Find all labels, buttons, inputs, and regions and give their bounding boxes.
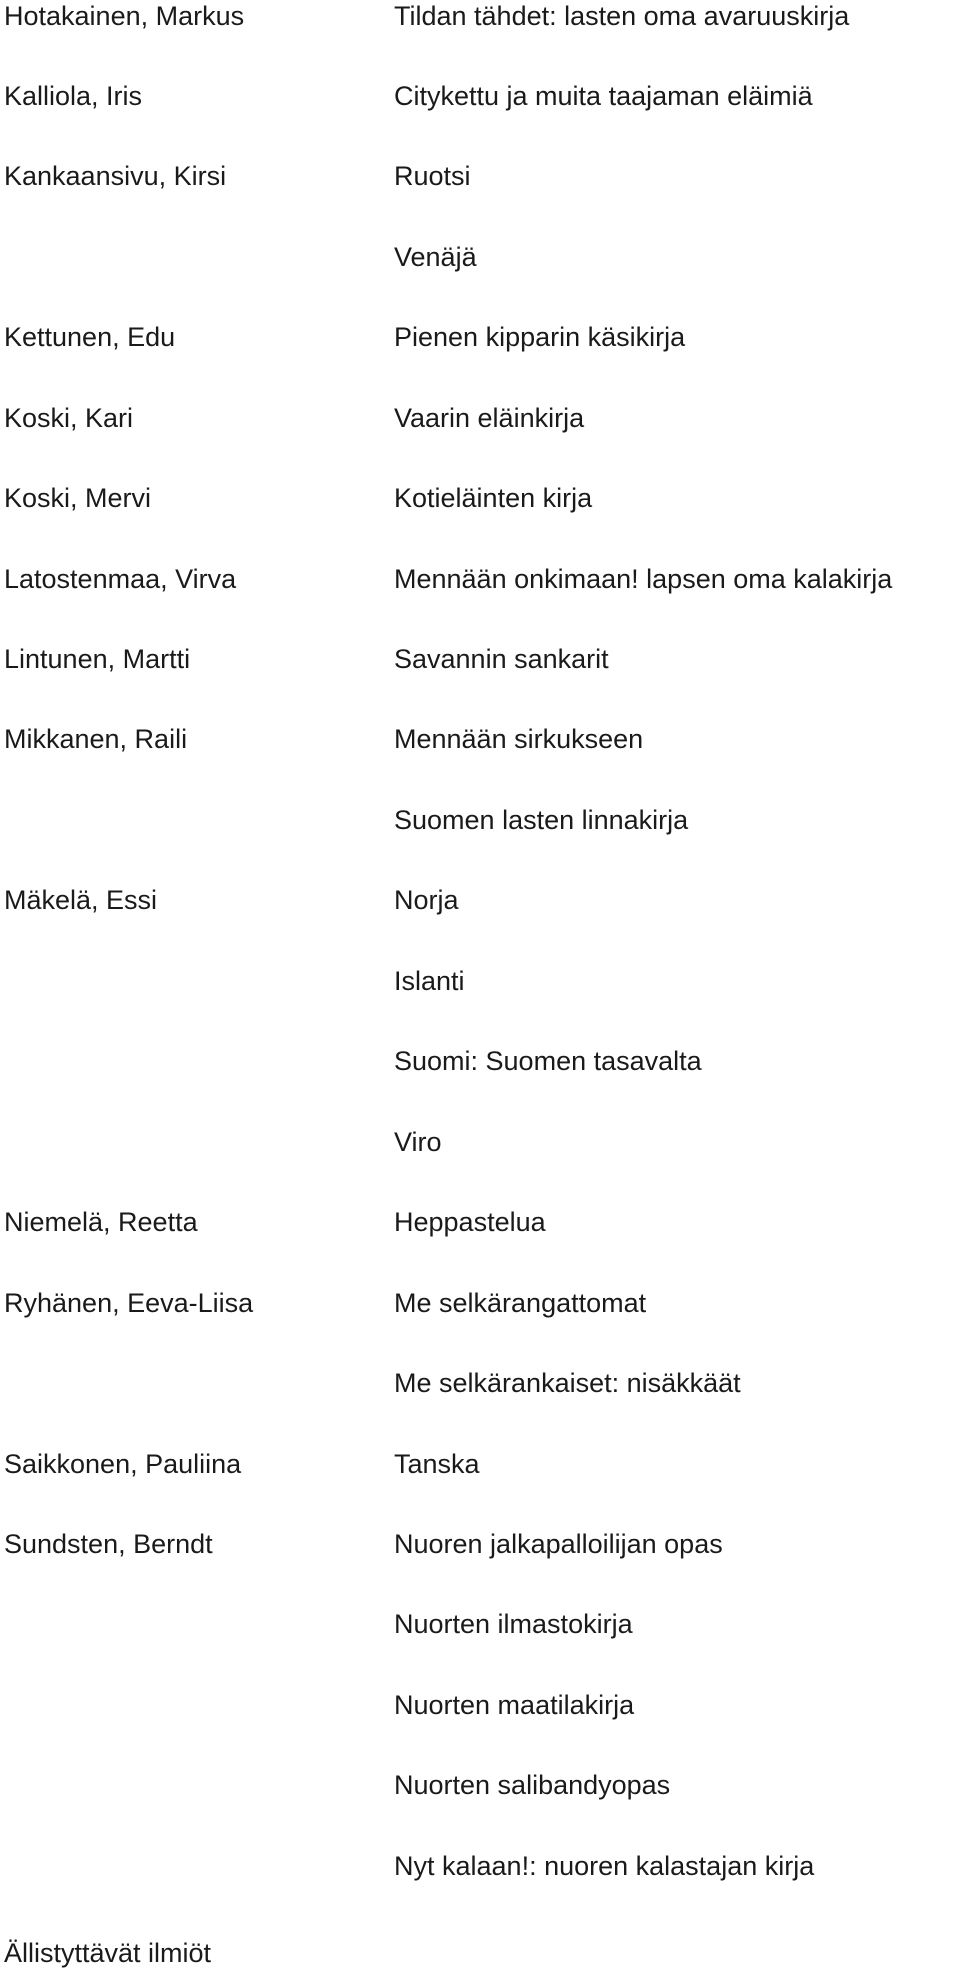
book-title: Heppastelua bbox=[394, 1207, 546, 1237]
author-name: Kettunen, Edu bbox=[4, 322, 176, 352]
book-title: Me selkärangattomat bbox=[394, 1288, 647, 1318]
book-title: Vaarin eläinkirja bbox=[394, 403, 585, 433]
author-name: Mikkanen, Raili bbox=[4, 724, 188, 754]
author-name: Koski, Mervi bbox=[4, 483, 152, 513]
list-row bbox=[0, 307, 960, 367]
list-row bbox=[0, 629, 960, 689]
book-title: Kotieläinten kirja bbox=[394, 483, 593, 513]
list-row bbox=[0, 1836, 960, 1896]
author-name: Lintunen, Martti bbox=[4, 644, 191, 674]
author-name: Sundsten, Berndt bbox=[4, 1529, 213, 1559]
book-title: Viro bbox=[394, 1127, 442, 1157]
list-row bbox=[0, 1031, 960, 1091]
author-name: Niemelä, Reetta bbox=[4, 1207, 198, 1237]
book-title: Me selkärankaiset: nisäkkäät bbox=[394, 1368, 741, 1398]
list-row bbox=[0, 1353, 960, 1413]
book-title: Norja bbox=[394, 885, 459, 915]
book-title: Islanti bbox=[394, 966, 465, 996]
book-title: Tanska bbox=[394, 1449, 480, 1479]
list-row bbox=[0, 468, 960, 528]
list-row bbox=[0, 1192, 960, 1252]
author-name: Saikkonen, Pauliina bbox=[4, 1449, 242, 1479]
author-name: Kalliola, Iris bbox=[4, 81, 143, 111]
author-name: Hotakainen, Markus bbox=[4, 1, 245, 31]
list-row bbox=[0, 951, 960, 1011]
book-title: Pienen kipparin käsikirja bbox=[394, 322, 686, 352]
list-row bbox=[0, 1755, 960, 1815]
book-title: Mennään sirkukseen bbox=[394, 724, 644, 754]
book-title: Suomen lasten linnakirja bbox=[394, 805, 689, 835]
book-title: Nuorten salibandyopas bbox=[394, 1770, 671, 1800]
book-title: Savannin sankarit bbox=[394, 644, 609, 674]
list-row bbox=[0, 0, 960, 46]
list-row bbox=[0, 1273, 960, 1333]
book-title: Nuorten maatilakirja bbox=[394, 1690, 635, 1720]
book-title: Nyt kalaan!: nuoren kalastajan kirja bbox=[394, 1851, 815, 1881]
section-heading: Ällistyttävät ilmiöt bbox=[4, 1938, 212, 1968]
book-title: Venäjä bbox=[394, 242, 477, 272]
author-name: Koski, Kari bbox=[4, 403, 134, 433]
list-row bbox=[0, 1112, 960, 1172]
book-title: Ruotsi bbox=[394, 161, 471, 191]
list-row bbox=[0, 227, 960, 287]
list-row bbox=[0, 1675, 960, 1735]
list-row bbox=[0, 1434, 960, 1494]
book-title: Mennään onkimaan! lapsen oma kalakirja bbox=[394, 564, 893, 594]
list-row bbox=[0, 146, 960, 206]
author-name: Mäkelä, Essi bbox=[4, 885, 158, 915]
book-title: Tildan tähdet: lasten oma avaruuskirja bbox=[394, 1, 850, 31]
list-row bbox=[0, 549, 960, 609]
book-title: Nuoren jalkapalloilijan opas bbox=[394, 1529, 723, 1559]
list-row bbox=[0, 870, 960, 930]
book-title: Citykettu ja muita taajaman eläimiä bbox=[394, 81, 813, 111]
book-title: Suomi: Suomen tasavalta bbox=[394, 1046, 702, 1076]
list-row bbox=[0, 709, 960, 769]
list-row bbox=[0, 1514, 960, 1574]
list-row bbox=[0, 790, 960, 850]
list-row bbox=[0, 388, 960, 448]
list-row bbox=[0, 66, 960, 126]
list-row bbox=[0, 1594, 960, 1654]
author-name: Ryhänen, Eeva-Liisa bbox=[4, 1288, 254, 1318]
book-title: Nuorten ilmastokirja bbox=[394, 1609, 633, 1639]
author-name: Kankaansivu, Kirsi bbox=[4, 161, 227, 191]
author-name: Latostenmaa, Virva bbox=[4, 564, 237, 594]
